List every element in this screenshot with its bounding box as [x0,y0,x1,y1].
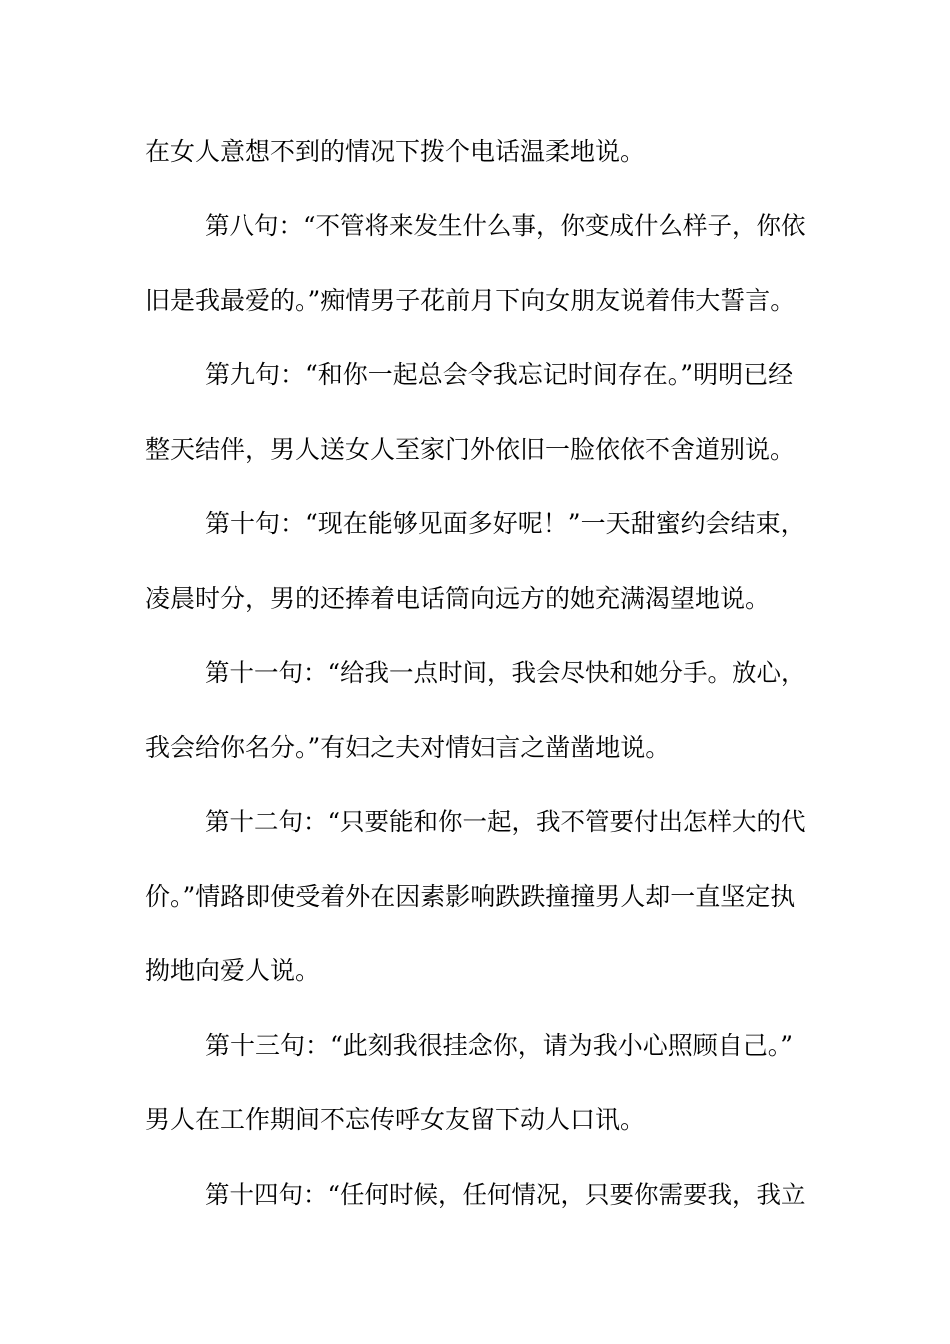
paragraph-11-line-1: 第十一句：“给我一点时间，我会尽快和她分手。放心， [205,658,806,687]
paragraph-12-line-2: 价。”情路即使受着外在因素影响跌跌撞撞男人却一直坚定执 [145,882,796,911]
paragraph-9-line-2: 整天结伴，男人送女人至家门外依旧一脸依依不舍道别说。 [145,435,796,464]
paragraph-12-line-3: 拗地向爱人说。 [145,956,321,985]
paragraph-8-line-1: 第八句：“不管将来发生什么事，你变成什么样子，你依 [205,211,806,240]
paragraph-9-line-1: 第九句：“和你一起总会令我忘记时间存在。”明明已经 [205,360,794,389]
paragraph-14-line-1: 第十四句：“任何时候，任何情况，只要你需要我，我立 [205,1180,806,1209]
paragraph-13-line-2: 男人在工作期间不忘传呼女友留下动人口讯。 [145,1105,646,1134]
paragraph-12-line-1: 第十二句：“只要能和你一起，我不管要付出怎样大的代 [205,807,806,836]
paragraph-11-line-2: 我会给你名分。”有妇之夫对情妇言之凿凿地说。 [145,733,671,762]
text-line-1: 在女人意想不到的情况下拨个电话温柔地说。 [145,137,646,166]
paragraph-8-line-2: 旧是我最爱的。”痴情男子花前月下向女朋友说着伟大誓言。 [145,286,796,315]
paragraph-13-line-1: 第十三句：“此刻我很挂念你，请为我小心照顾自己。” [205,1031,794,1060]
paragraph-10-line-1: 第十句：“现在能够见面多好呢！”一天甜蜜约会结束， [205,509,806,538]
paragraph-10-line-2: 凌晨时分，男的还捧着电话筒向远方的她充满渴望地说。 [145,584,771,613]
